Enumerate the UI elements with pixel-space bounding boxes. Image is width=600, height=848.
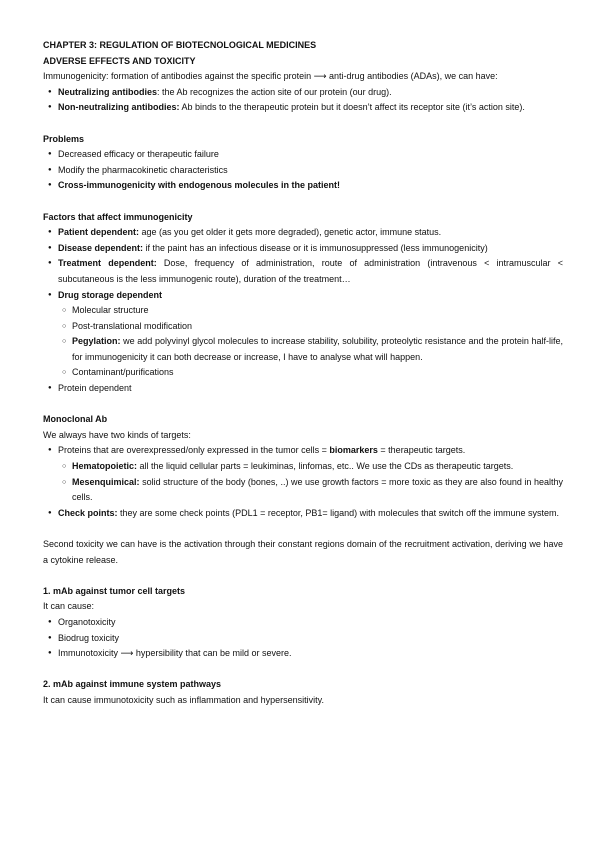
list-item: ● Immunotoxicity ⟶ hypersibility that can be mild or severe.	[43, 646, 563, 662]
problems-heading: Problems	[43, 133, 85, 144]
sub-list-item: ○ Pegylation: we add polyvinyl glycol molecules to increase stability, solubility, proteolytic resistance and the protein half-life, for immunogenicity it can both decrease or increase, I have to analyse what will happen.	[43, 334, 563, 365]
list-item: ● Neutralizing antibodies: the Ab recognizes the action site of our protein (our drug).	[43, 85, 563, 101]
tumor-list	[43, 615, 563, 662]
chapter-title: CHAPTER 3: REGULATION OF BIOTECNOLOGICAL MEDICINES	[43, 40, 317, 50]
list-item: ● Proteins that are overexpressed/only expressed in the tumor cells = biomarkers = therapeutic targets.	[43, 443, 563, 459]
tumor-intro: It can cause:	[43, 601, 95, 612]
immunogenicity-definition: Immunogenicity: formation of antibodies against the specific protein ⟶ anti-drug antibodies (ADAs), we can have:	[43, 71, 498, 82]
mab-intro: We always have two kinds of targets:	[43, 429, 191, 440]
immune-pathways-heading: 2. mAb against immune system pathways	[43, 679, 222, 690]
list-item: ● Organotoxicity	[43, 615, 563, 631]
second-toxicity-paragraph: Second toxicity we can have is the activation through their constant regions domain of the recruitment activation, deriving we have a cytokine release.	[43, 539, 563, 565]
list-item: ● Disease dependent: if the paint has an infectious disease or it is immunosuppressed (less immunogenicity)	[43, 241, 563, 257]
list-item: ● Patient dependent: age (as you get older it gets more degraded), genetic actor, immune status.	[43, 225, 563, 241]
mab-list	[43, 443, 563, 521]
list-item: ● Non-neutralizing antibodies: Ab binds to the therapeutic protein but it doesn’t affect its receptor site (it’s action site).	[43, 100, 563, 116]
list-item: ● Modify the pharmacokinetic characteristics	[43, 163, 563, 179]
list-item: ● Check points: they are some check points (PDL1 = receptor, PB1= ligand) with molecules that switch off the immune system.	[43, 506, 563, 522]
list-item: ● Cross-immunogenicity with endogenous molecules in the patient!	[43, 178, 563, 194]
section-title: ADVERSE EFFECTS AND TOXICITY	[43, 55, 196, 66]
mab-heading: Monoclonal Ab	[43, 414, 108, 425]
problems-list	[43, 147, 563, 194]
sub-list-item: ○ Molecular structure	[43, 303, 563, 319]
sub-list-item: ○ Post-translational modification	[43, 319, 563, 335]
factors-heading: Factors that affect immunogenicity	[43, 211, 193, 222]
sub-list-item: ○ Mesenquimical: solid structure of the body (bones, ..) we use growth factors = more toxic as they are also found in healthy cells.	[43, 475, 563, 506]
sub-list-item: ○ Contaminant/purifications	[43, 365, 563, 381]
list-item: ● Treatment dependent: Dose, frequency of administration, route of administration (intravenous < intramuscular < subcutaneous is the less immunogenic route), duration of the treatment…	[43, 256, 563, 287]
tumor-targets-heading: 1. mAb against tumor cell targets	[43, 585, 186, 596]
factors-list	[43, 225, 563, 397]
antibody-list	[43, 85, 563, 116]
list-item: ● Drug storage dependent	[43, 288, 563, 304]
list-item: ● Protein dependent	[43, 381, 563, 397]
sub-list-item: ○ Hematopoietic: all the liquid cellular parts = leukiminas, linfomas, etc.. We use the CDs as therapeutic targets.	[43, 459, 563, 475]
immune-pathways-text: It can cause immunotoxicity such as inflammation and hypersensitivity.	[43, 694, 324, 705]
document-page	[43, 38, 563, 709]
list-item: ● Decreased efficacy or therapeutic failure	[43, 147, 563, 163]
list-item: ● Biodrug toxicity	[43, 631, 563, 647]
